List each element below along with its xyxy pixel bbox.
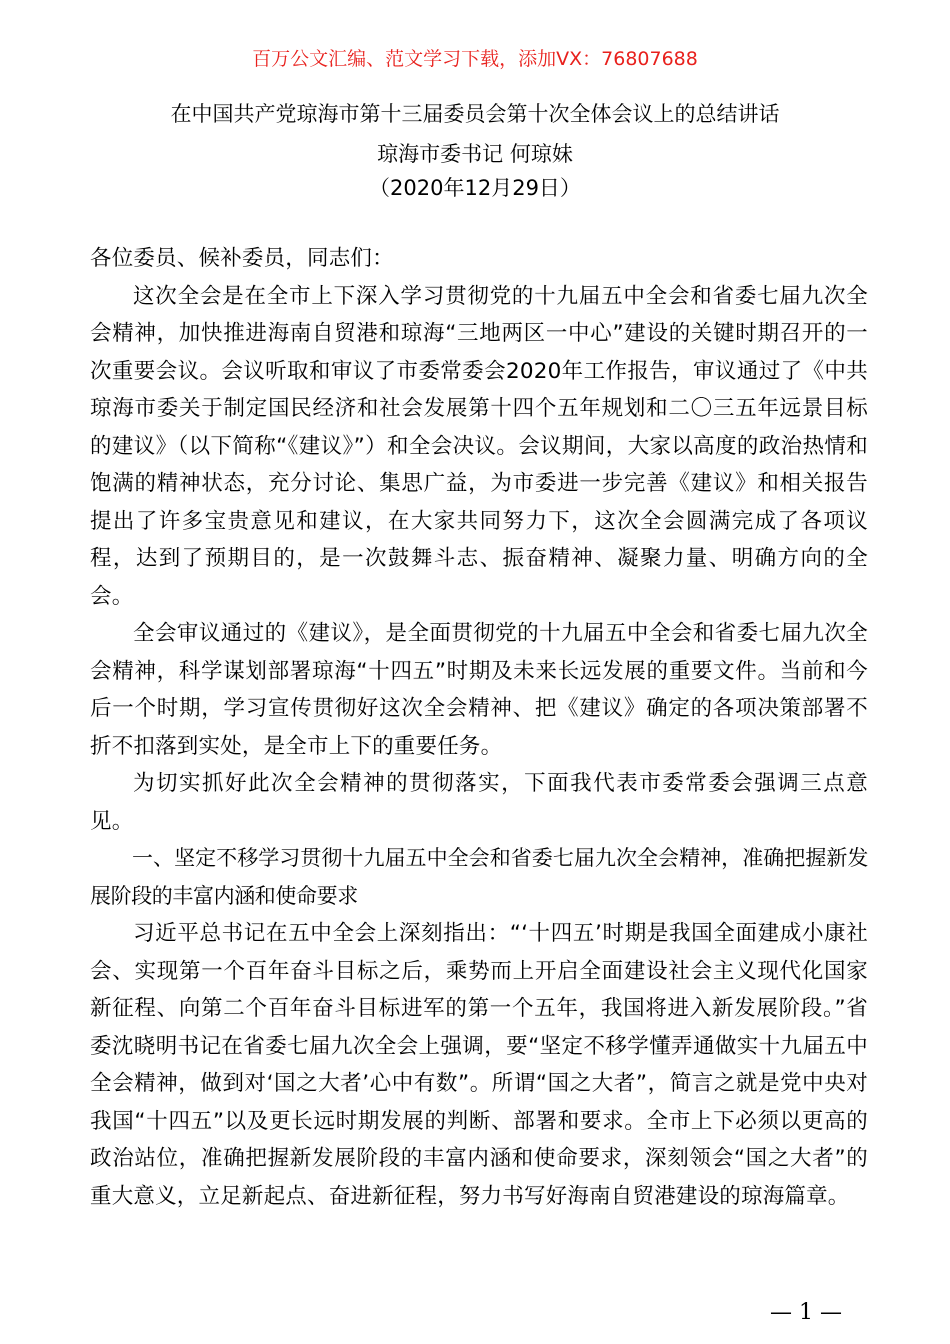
paragraph-3: 为切实抓好此次全会精神的贯彻落实，下面我代表市委常委会强调三点意见。: [90, 771, 868, 834]
document-body: [90, 240, 868, 1215]
paragraph-2: 全会审议通过的《建议》，是全面贯彻党的十九届五中全会和省委七届九次全会精神，科学谋划部署琼海“十四五”时期及未来长远发展的重要文件。当前和今后一个时期，学习宣传贯彻好这次全会精神、把《建议》确定的各项决策部署不折不扣落到实处，是全市上下的重要任务。: [90, 621, 868, 759]
section-heading: 一、坚定不移学习贯彻十九届五中全会和省委七届九次全会精神，准确把握新发展阶段的丰富内涵和使命要求: [90, 846, 868, 908]
document-author: 琼海市委书记 何琼妹: [377, 142, 573, 166]
salutation: 各位委员、候补委员，同志们：: [90, 246, 394, 271]
page-number: — 1 —: [770, 1300, 842, 1325]
document-title: 在中国共产党琼海市第十三届委员会第十次全体会议上的总结讲话: [170, 102, 780, 126]
section-paragraph: 习近平总书记在五中全会上深刻指出：“‘十四五’时期是我国全面建成小康社会、实现第一个百年奋斗目标之后，乘势而上开启全面建设社会主义现代化国家新征程、向第二个百年奋斗目标进军的第一个五年，我国将进入新发展阶段。”省委沈晓明书记在省委七届九次全会上强调，要“坚定不移学懂弄通做实十九届五中全会精神，做到对‘国之大者’心中有数”。所谓“国之大者”，简言之就是党中央对我国“十四五”以及更长远时期发展的判断、部署和要求。全市上下必须以更高的政治站位，准确把握新发展阶段的丰富内涵和使命要求，深刻领会“国之大者”的重大意义，立足新起点、奋进新征程，努力书写好海南自贸港建设的琼海篇章。: [90, 921, 868, 1209]
paragraph-1: 这次全会是在全市上下深入学习贯彻党的十九届五中全会和省委七届九次全会精神，加快推进海南自贸港和琼海“三地两区一中心”建设的关键时期召开的一次重要会议。会议听取和审议了市委常委会2020年工作报告，审议通过了《中共琼海市委关于制定国民经济和社会发展第十四个五年规划和二〇三五年远景目标的建议》（以下简称“《建议》”）和全会决议。会议期间，大家以高度的政治热情和饱满的精神状态，充分讨论、集思广益，为市委进一步完善《建议》和相关报告提出了许多宝贵意见和建议，在大家共同努力下，这次全会圆满完成了各项议程，达到了预期目的，是一次鼓舞斗志、振奋精神、凝聚力量、明确方向的全会。: [90, 283, 868, 609]
watermark-banner: 百万公文汇编、范文学习下载，添加VX：76807688: [252, 48, 698, 70]
document-date: （2020年12月29日）: [369, 176, 581, 200]
